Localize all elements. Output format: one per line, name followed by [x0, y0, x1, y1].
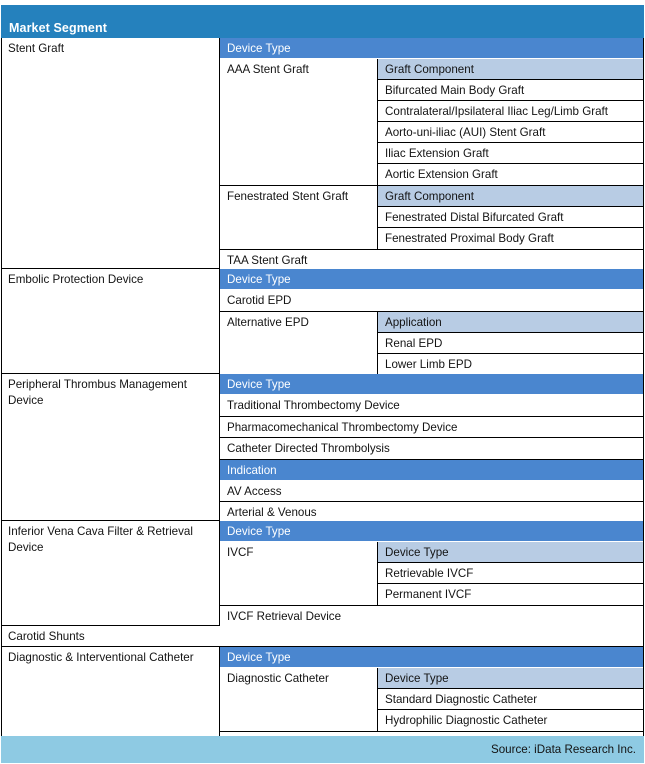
group-name: IVCF	[220, 542, 377, 605]
table-row	[2, 626, 643, 647]
segment-body	[219, 374, 643, 520]
list-item: Carotid EPD	[220, 290, 643, 312]
list-item: Catheter Directed Thrombolysis	[220, 438, 643, 460]
segment-name: Diagnostic & Interventional Catheter	[2, 647, 219, 752]
empty-cell	[219, 626, 643, 631]
source-bar	[1, 736, 644, 763]
sub-header: Device Type	[378, 668, 643, 689]
list-item: Aortic Extension Graft	[378, 164, 643, 185]
table-row	[2, 38, 643, 269]
sub-header: Graft Component	[378, 186, 643, 207]
device-type-band: Device Type	[220, 647, 643, 668]
group-row	[220, 542, 643, 606]
sub-header: Graft Component	[378, 59, 643, 80]
list-item: Renal EPD	[378, 333, 643, 354]
list-item: Hydrophilic Diagnostic Catheter	[378, 710, 643, 731]
list-item: Aorto-uni-iliac (AUI) Stent Graft	[378, 122, 643, 143]
group-name: Diagnostic Catheter	[220, 668, 377, 731]
list-item: Iliac Extension Graft	[378, 143, 643, 164]
list-item: Fenestrated Distal Bifurcated Graft	[378, 207, 643, 228]
segment-name: Carotid Shunts	[2, 626, 219, 646]
segment-body	[219, 626, 643, 646]
segment-name: Peripheral Thrombus Management Device	[2, 374, 219, 520]
source-label: Source: iData Research Inc.	[491, 743, 636, 756]
list-item: Arterial & Venous	[220, 502, 643, 523]
segment-name: Stent Graft	[2, 38, 219, 268]
segment-name: Embolic Protection Device	[2, 269, 219, 373]
group-items	[377, 186, 643, 249]
list-item: Pharmacomechanical Thrombectomy Device	[220, 417, 643, 439]
group-name: Fenestrated Stent Graft	[220, 186, 377, 249]
device-type-band: Device Type	[220, 269, 643, 290]
group-name: AAA Stent Graft	[220, 59, 377, 185]
device-type-band: Device Type	[220, 374, 643, 395]
list-item: Fenestrated Proximal Body Graft	[378, 228, 643, 249]
segment-body	[219, 38, 643, 268]
list-item: Retrievable IVCF	[378, 563, 643, 584]
indication-band: Indication	[220, 460, 643, 481]
list-item: Bifurcated Main Body Graft	[378, 80, 643, 101]
group-row	[220, 312, 643, 375]
list-item: TAA Stent Graft	[220, 250, 643, 271]
group-items	[377, 59, 643, 185]
segment-name: Inferior Vena Cava Filter & Retrieval Device	[2, 521, 219, 625]
list-item: AV Access	[220, 481, 643, 503]
segment-body	[219, 269, 643, 373]
group-name: Alternative EPD	[220, 312, 377, 375]
table-header-band	[1, 5, 644, 38]
page-title: Market Segment	[9, 21, 107, 35]
device-type-band: Device Type	[220, 521, 643, 542]
sub-header: Application	[378, 312, 643, 333]
list-item: Lower Limb EPD	[378, 354, 643, 375]
table-row	[2, 269, 643, 374]
segment-body	[219, 521, 643, 625]
table-row	[2, 521, 643, 626]
table-grid	[1, 38, 644, 753]
group-row	[220, 186, 643, 250]
table-row	[2, 374, 643, 521]
list-item: Permanent IVCF	[378, 584, 643, 605]
list-item: Traditional Thrombectomy Device	[220, 395, 643, 417]
group-row	[220, 668, 643, 732]
list-item: IVCF Retrieval Device	[220, 606, 643, 627]
group-items	[377, 542, 643, 605]
list-item: Contralateral/Ipsilateral Iliac Leg/Limb Graft	[378, 101, 643, 122]
list-item: Standard Diagnostic Catheter	[378, 689, 643, 710]
group-row	[220, 59, 643, 186]
device-type-band: Device Type	[220, 38, 643, 59]
sub-header: Device Type	[378, 542, 643, 563]
group-items	[377, 312, 643, 375]
group-items	[377, 668, 643, 731]
